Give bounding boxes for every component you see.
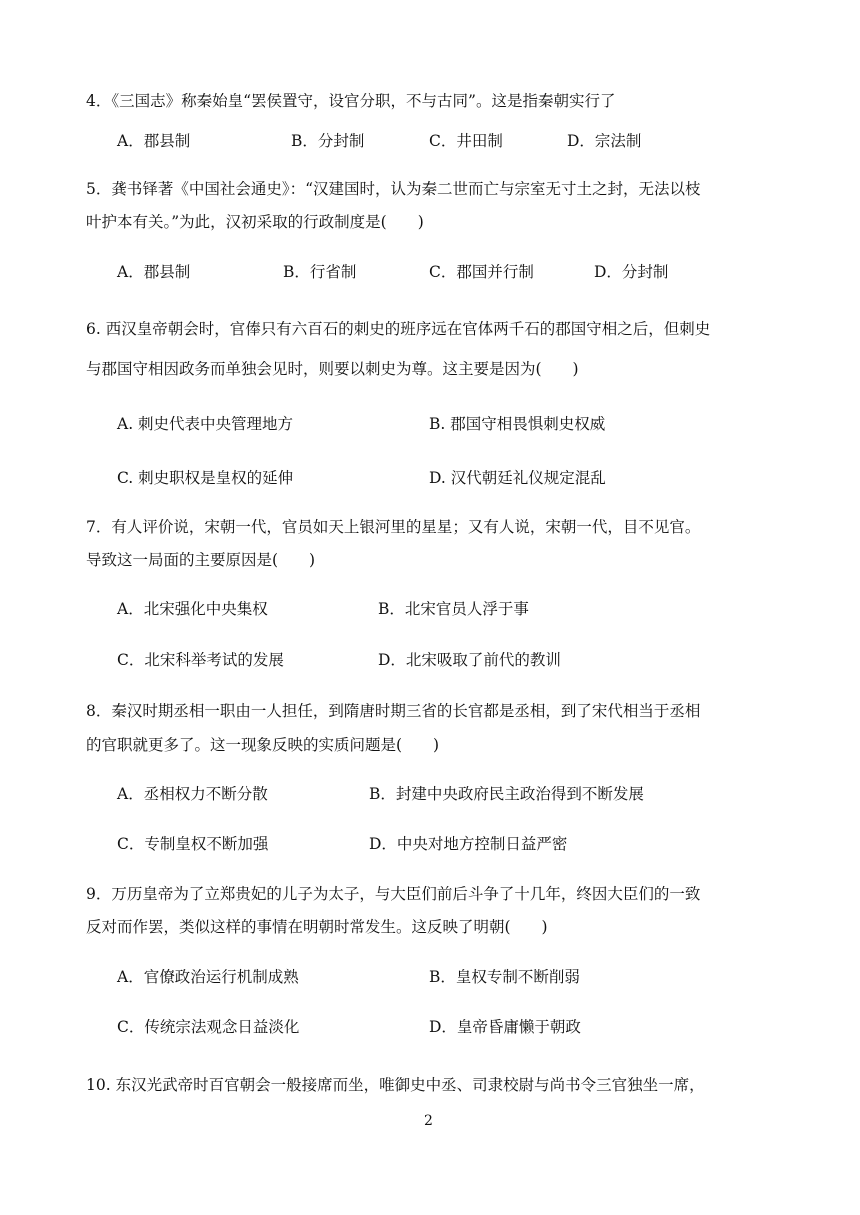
- question-8-option-c: C．专制皇权不断加强: [117, 835, 269, 853]
- question-9-option-d: D．皇帝昏庸懒于朝政: [429, 1018, 581, 1036]
- question-9-text-line-1: 9．万历皇帝为了立郑贵妃的儿子为太子，与大臣们前后斗争了十几年，终因大臣们的一致: [86, 885, 701, 903]
- question-4-option-d: D．宗法制: [567, 132, 642, 150]
- question-9-option-c: C．传统宗法观念日益淡化: [117, 1018, 300, 1036]
- question-5-option-b: B．行省制: [283, 263, 357, 281]
- question-9-option-b: B．皇权专制不断削弱: [429, 968, 580, 986]
- question-9-option-a: A．官僚政治运行机制成熟: [117, 968, 299, 986]
- question-6-option-a: A. 刺史代表中央管理地方: [117, 415, 294, 433]
- question-4-text: 4．《三国志》称秦始皇“罢侯置守，设官分职，不与古同”。这是指秦朝实行了: [86, 92, 616, 110]
- question-6-text-line-2: 与郡国守相因政务而单独会见时，则要以刺史为尊。这主要是因为( ): [86, 360, 579, 378]
- question-5-text-line-1: 5．龚书铎著《中国社会通史》：“汉建国时，认为秦二世而亡与宗室无寸土之封，无法以枝: [86, 180, 701, 198]
- question-9-text-line-2: 反对而作罢，类似这样的事情在明朝时常发生。这反映了明朝( ): [86, 918, 548, 936]
- question-10-text-line-1: 10. 东汉光武帝时百官朝会一般接席而坐，唯御史中丞、司隶校尉与尚书令三官独坐一席，: [86, 1076, 705, 1094]
- question-5-option-c: C．郡国并行制: [429, 263, 534, 281]
- question-4-option-b: B．分封制: [291, 132, 365, 150]
- question-6-option-c: C. 刺史职权是皇权的延伸: [117, 469, 294, 487]
- question-7-option-d: D．北宋吸取了前代的教训: [378, 651, 561, 669]
- question-7-option-b: B．北宋官员人浮于事: [378, 600, 529, 618]
- question-5-option-a: A．郡县制: [117, 263, 191, 281]
- question-6-option-b: B. 郡国守相畏惧刺史权威: [429, 415, 606, 433]
- question-4-option-a: A．郡县制: [117, 132, 191, 150]
- question-8-option-d: D．中央对地方控制日益严密: [369, 835, 568, 853]
- question-5-text-line-2: 叶护本有关。”为此，汉初采取的行政制度是( ): [86, 213, 424, 231]
- question-5-option-d: D．分封制: [594, 263, 669, 281]
- question-7-option-a: A．北宋强化中央集权: [117, 600, 268, 618]
- question-6-option-d: D. 汉代朝廷礼仪规定混乱: [429, 469, 606, 487]
- question-8-text-line-1: 8．秦汉时期丞相一职由一人担任，到隋唐时期三省的长官都是丞相，到了宋代相当于丞相: [86, 702, 701, 720]
- question-8-option-b: B．封建中央政府民主政治得到不断发展: [369, 785, 644, 803]
- question-7-text-line-2: 导致这一局面的主要原因是( ): [86, 551, 316, 569]
- question-8-option-a: A．丞相权力不断分散: [117, 785, 268, 803]
- question-4-option-c: C．井田制: [429, 132, 503, 150]
- question-7-option-c: C．北宋科举考试的发展: [117, 651, 284, 669]
- question-8-text-line-2: 的官职就更多了。这一现象反映的实质问题是( ): [86, 736, 440, 754]
- question-7-text-line-1: 7．有人评价说，宋朝一代，官员如天上银河里的星星；又有人说，宋朝一代，目不见官。: [86, 518, 701, 536]
- page-number: 2: [424, 1113, 433, 1129]
- question-6-text-line-1: 6. 西汉皇帝朝会时，官俸只有六百石的刺史的班序远在官体两千石的郡国守相之后，但刺史: [86, 320, 711, 338]
